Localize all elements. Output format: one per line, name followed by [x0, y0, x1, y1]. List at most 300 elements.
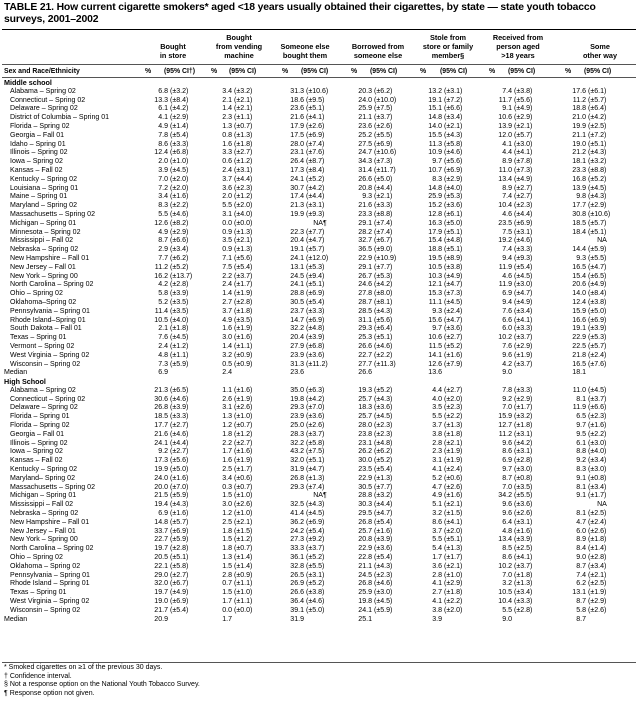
cell-percent: 3.4 [158, 193, 168, 201]
cell-ci: (±7.7) [374, 483, 393, 491]
table-row [0, 149, 640, 158]
cell-percent: 8.7 [502, 474, 512, 482]
unit-pct: % [282, 68, 289, 75]
cell-percent: 22.8 [358, 554, 372, 562]
cell-percent: 32.8 [290, 562, 304, 570]
table-row [0, 299, 640, 308]
cell-percent: 9.4 [502, 298, 512, 306]
cell-ci: (±5.0) [306, 606, 325, 614]
cell-percent: 5.8 [158, 290, 168, 298]
cell-percent: 9.1 [576, 492, 586, 500]
cell-percent: 8.9 [576, 536, 586, 544]
cell-ci: (±5.0) [170, 466, 189, 474]
footnote: † Confidence interval. [4, 672, 72, 680]
cell-ci: (±6.1) [588, 87, 607, 95]
cell-percent: 10.5 [154, 316, 168, 324]
cell-percent: 14.8 [154, 518, 168, 526]
cell-percent: 32.2 [290, 439, 304, 447]
cell-percent: 19.7 [154, 589, 168, 597]
cell-ci: (±3.7) [234, 272, 253, 280]
cell-percent: NA¶ [313, 219, 327, 227]
table-row [0, 97, 640, 106]
cell-percent: 9.0 [576, 554, 586, 562]
cell-percent: 3.7 [222, 175, 232, 183]
table-row [0, 413, 640, 422]
table-body [0, 79, 640, 624]
cell-ci: (±8.1) [374, 298, 393, 306]
cell-percent: 2.7 [432, 589, 442, 597]
cell-percent: 30.5 [290, 298, 304, 306]
cell-ci: (±2.9) [170, 228, 189, 236]
cell-percent: 22.5 [572, 342, 586, 350]
cell-ci: (±4.2) [588, 114, 607, 122]
cell-ci: (±5.0) [444, 219, 463, 227]
cell-percent: 13.4 [498, 536, 512, 544]
cell-percent: 2.3 [432, 448, 442, 456]
row-label: Louisiana – Spring 01 [10, 184, 79, 192]
cell-ci: (±4.1) [444, 518, 463, 526]
cell-percent: 29.3 [290, 404, 304, 412]
unit-pct: % [145, 68, 152, 75]
cell-ci: (±0.9) [234, 351, 253, 359]
cell-percent: 26.6 [290, 589, 304, 597]
cell-ci: (±3.0) [514, 281, 533, 289]
table-row [0, 457, 640, 466]
cell-percent: 24.2 [290, 527, 304, 535]
table-row [0, 475, 640, 484]
cell-percent: 22.7 [358, 351, 372, 359]
cell-percent: 28.5 [358, 307, 372, 315]
cell-ci: (±4.2) [306, 184, 325, 192]
cell-percent: 0.5 [222, 360, 232, 368]
cell-ci: (±3.6) [444, 202, 463, 210]
cell-ci: (±1.9) [234, 395, 253, 403]
cell-percent: 26.4 [290, 158, 304, 166]
row-header: Sex and Race/Ethnicity [4, 68, 80, 75]
cell-ci: (±5.1) [306, 105, 325, 113]
cell-ci: (±9.3) [514, 254, 533, 262]
cell-percent: 4.9 [222, 316, 232, 324]
cell-percent: 4.1 [158, 114, 168, 122]
cell-ci: (±1.3) [234, 131, 253, 139]
cell-ci: (±9.3) [306, 210, 325, 218]
cell-percent: 20.4 [290, 334, 304, 342]
cell-ci: (±6.2) [374, 87, 393, 95]
cell-percent: 8.7 [576, 598, 586, 606]
cell-ci: (±1.4) [234, 562, 253, 570]
cell-ci: (±4.0) [444, 184, 463, 192]
cell-percent: 24.0 [154, 474, 168, 482]
cell-percent: 6.6 [502, 316, 512, 324]
cell-percent: 9.3 [432, 307, 442, 315]
cell-ci: (±3.9) [514, 536, 533, 544]
cell-percent: 16.8 [572, 175, 586, 183]
table-row [0, 88, 640, 97]
cell-ci: (±3.0) [374, 589, 393, 597]
table-row [0, 290, 640, 299]
cell-ci: (±4.1) [514, 554, 533, 562]
cell-ci: (±3.9) [588, 325, 607, 333]
cell-ci: (±3.6) [374, 545, 393, 553]
cell-percent: 24.7 [358, 149, 372, 157]
cell-ci: (±1.0) [234, 510, 253, 518]
cell-percent: 23.1 [358, 439, 372, 447]
cell-ci: (±4.7) [306, 466, 325, 474]
cell-ci: (±3.9) [170, 404, 189, 412]
table-row [0, 317, 640, 326]
unit-pct: % [420, 68, 427, 75]
cell-percent: 31.1 [358, 316, 372, 324]
cell-ci: (±3.6) [514, 501, 533, 509]
table-row [0, 105, 640, 114]
cell-ci: (±2.9) [444, 175, 463, 183]
cell-ci: (±2.5) [514, 545, 533, 553]
row-label: South Dakota – Fall 01 [10, 325, 82, 333]
cell-ci: (±8.0) [374, 290, 393, 298]
cell-ci: (±5.4) [374, 518, 393, 526]
cell-percent: 16.6 [572, 316, 586, 324]
cell-percent: 23.8 [358, 430, 372, 438]
cell-ci: (±3.4) [444, 114, 463, 122]
table-row [0, 589, 640, 598]
cell-ci: (±3.2) [170, 87, 189, 95]
row-label: Median [4, 615, 28, 623]
cell-ci: (±8.8) [588, 166, 607, 174]
cell-percent: 3.6 [432, 562, 442, 570]
cell-ci: (±0.9) [234, 360, 253, 368]
cell-percent: 2.1 [222, 96, 232, 104]
table-row [0, 492, 640, 501]
cell-percent: 7.6 [158, 334, 168, 342]
cell-ci: (±1.7) [444, 554, 463, 562]
cell-percent: 4.9 [158, 228, 168, 236]
cell-percent: 9.7 [432, 325, 442, 333]
cell-percent: 5.4 [432, 545, 442, 553]
cell-percent: 2.4 [222, 369, 232, 377]
cell-ci: (±5.5) [374, 131, 393, 139]
cell-percent: 6.9 [502, 290, 512, 298]
cell-percent: 17.3 [154, 457, 168, 465]
cell-percent: 11.2 [154, 263, 168, 271]
cell-percent: 30.7 [290, 184, 304, 192]
cell-ci: (±5.4) [374, 554, 393, 562]
cell-percent: 12.8 [428, 210, 442, 218]
cell-percent: 3.4 [222, 474, 232, 482]
cell-ci: (±1.8) [588, 536, 607, 544]
cell-percent: 15.2 [428, 202, 442, 210]
cell-ci: (±5.1) [306, 281, 325, 289]
cell-percent: 18.1 [572, 369, 586, 377]
cell-ci: (±10.0) [374, 96, 397, 104]
cell-percent: 9.1 [502, 105, 512, 113]
row-label: Delaware – Spring 02 [10, 105, 78, 113]
cell-ci: (±6.9) [306, 290, 325, 298]
cell-ci: (±5.2) [588, 175, 607, 183]
cell-percent: 9.2 [158, 448, 168, 456]
cell-percent: 19.0 [572, 140, 586, 148]
cell-ci: (±1.9) [234, 325, 253, 333]
cell-percent: 7.0 [502, 571, 512, 579]
cell-ci: (±4.6) [374, 580, 393, 588]
cell-percent: 2.7 [222, 298, 232, 306]
median-row [0, 369, 640, 378]
cell-ci: (±4.7) [514, 290, 533, 298]
cell-percent: 7.6 [502, 307, 512, 315]
cell-ci: (±4.5) [588, 386, 607, 394]
cell-ci: (±4.5) [374, 598, 393, 606]
cell-ci: (±8.2) [170, 219, 189, 227]
cell-ci: (±3.7) [374, 114, 393, 122]
cell-percent: 4.9 [158, 122, 168, 130]
cell-ci: (±7.4) [374, 228, 393, 236]
cell-ci: (±1.6) [374, 527, 393, 535]
cell-percent: 6.4 [502, 518, 512, 526]
cell-percent: 7.2 [158, 184, 168, 192]
cell-percent: 1.3 [222, 122, 232, 130]
cell-percent: 8.7 [576, 615, 586, 623]
cell-ci: (±4.3) [374, 562, 393, 570]
cell-percent: 13.1 [572, 589, 586, 597]
cell-ci: (±5.0) [588, 307, 607, 315]
cell-percent: 4.6 [502, 210, 512, 218]
cell-percent: 21.6 [358, 202, 372, 210]
cell-ci: (±1.4) [170, 122, 189, 130]
cell-percent: 28.8 [358, 492, 372, 500]
cell-percent: 16.2 [154, 272, 168, 280]
cell-ci: (±4.4) [374, 184, 393, 192]
cell-percent: 28.7 [358, 298, 372, 306]
cell-ci: (±9.4) [306, 272, 325, 280]
cell-percent: 3.9 [432, 615, 442, 623]
cell-ci: (±3.6) [444, 325, 463, 333]
cell-percent: 1.8 [222, 527, 232, 535]
row-label: Georgia – Fall 01 [10, 430, 65, 438]
cell-ci: (±3.2) [588, 158, 607, 166]
table-row [0, 114, 640, 123]
cell-percent: 1.5 [222, 536, 232, 544]
cell-ci: (±7.8) [514, 158, 533, 166]
cell-ci: (±3.7) [306, 545, 325, 553]
cell-percent: 0.0 [222, 606, 232, 614]
cell-percent: 11.9 [572, 404, 586, 412]
section-heading: Middle school [4, 78, 52, 87]
cell-percent: 15.1 [428, 105, 442, 113]
cell-ci: (±4.9) [514, 105, 533, 113]
table-row [0, 563, 640, 572]
row-label: West Virginia – Spring 02 [10, 351, 90, 359]
cell-percent: 23.3 [572, 166, 586, 174]
header-divider [2, 64, 636, 65]
cell-percent: 15.3 [428, 290, 442, 298]
cell-ci: (±2.7) [170, 571, 189, 579]
cell-percent: 13.6 [428, 369, 442, 377]
cell-ci: (±4.5) [588, 184, 607, 192]
cell-ci: (±1.0) [170, 158, 189, 166]
cell-ci: (±5.1) [588, 140, 607, 148]
cell-percent: 16.5 [572, 360, 586, 368]
cell-ci: (±6.3) [306, 386, 325, 394]
cell-percent: 6.9 [158, 510, 168, 518]
cell-ci: (±5.4) [514, 263, 533, 271]
cell-percent: 30.3 [358, 501, 372, 509]
cell-percent: 1.4 [222, 105, 232, 113]
cell-ci: (±1.3) [444, 422, 463, 430]
cell-ci: (±3.4) [514, 307, 533, 315]
cell-ci: (±1.1) [234, 342, 253, 350]
cell-percent: 10.2 [498, 334, 512, 342]
cell-percent: 13.9 [572, 184, 586, 192]
cell-ci: (±5.2) [444, 342, 463, 350]
cell-ci: (±5.6) [514, 96, 533, 104]
cell-percent: 19.9 [572, 122, 586, 130]
cell-ci: (±5.4) [170, 606, 189, 614]
cell-percent: 5.5 [432, 536, 442, 544]
cell-ci: (±5.3) [444, 193, 463, 201]
cell-percent: 24.5 [290, 272, 304, 280]
table-row [0, 510, 640, 519]
cell-percent: 13.9 [498, 122, 512, 130]
cell-percent: 14.8 [428, 114, 442, 122]
cell-percent: 20.6 [572, 281, 586, 289]
cell-percent: 4.2 [502, 360, 512, 368]
cell-ci: (±4.8) [444, 237, 463, 245]
cell-percent: 26.5 [290, 571, 304, 579]
table-row [0, 141, 640, 150]
cell-ci: (±3.8) [588, 298, 607, 306]
cell-percent: 7.4 [502, 193, 512, 201]
cell-percent: 2.3 [222, 114, 232, 122]
cell-ci: (±4.4) [306, 193, 325, 201]
cell-percent: 11.9 [498, 281, 512, 289]
cell-percent: 24.6 [358, 281, 372, 289]
unit-ci: (95% CI†) [164, 68, 196, 75]
cell-percent: 1.7 [222, 615, 232, 623]
cell-percent: 17.5 [290, 131, 304, 139]
table-row [0, 545, 640, 554]
cell-percent: 27.5 [358, 140, 372, 148]
section-heading: High School [4, 377, 46, 387]
cell-percent: 28.0 [290, 140, 304, 148]
row-label: Pennsylvania – Spring 01 [10, 307, 90, 315]
cell-percent: 18.3 [358, 404, 372, 412]
cell-percent: 3.8 [432, 430, 442, 438]
table-title: TABLE 21. How current cigarette smokers* aged <18 years usually obtained their cigarettes, by state — state youth tobacco surveys, 2001–2002 [4, 2, 596, 25]
table-row [0, 273, 640, 282]
table-row [0, 202, 640, 211]
table-row [0, 334, 640, 343]
cell-ci: (±2.6) [234, 501, 253, 509]
cell-percent: 10.5 [498, 589, 512, 597]
cell-ci: (±6.6) [170, 237, 189, 245]
cell-ci: (±10.6) [374, 149, 397, 157]
table-row [0, 431, 640, 440]
cell-percent: 25.2 [358, 131, 372, 139]
cell-ci: (±2.8) [234, 298, 253, 306]
cell-ci: (±2.9) [444, 580, 463, 588]
cell-ci: (±2.8) [514, 457, 533, 465]
cell-ci: (±8.7) [306, 158, 325, 166]
cell-percent: 7.0 [502, 404, 512, 412]
cell-percent: 3.2 [432, 510, 442, 518]
cell-ci: (±4.7) [374, 510, 393, 518]
cell-ci: (±2.1) [588, 571, 607, 579]
cell-percent: 30.0 [358, 457, 372, 465]
cell-percent: 6.8 [158, 87, 168, 95]
cell-ci: (±7.3) [444, 290, 463, 298]
cell-percent: 4.1 [502, 140, 512, 148]
cell-percent: 19.1 [290, 246, 304, 254]
cell-percent: 11.2 [498, 430, 512, 438]
row-label: Oklahoma–Spring 02 [10, 298, 77, 306]
cell-ci: (±3.3) [514, 598, 533, 606]
cell-percent: 9.6 [502, 351, 512, 359]
cell-ci: (±4.4) [170, 439, 189, 447]
table-row [0, 167, 640, 176]
cell-percent: 3.1 [222, 210, 232, 218]
cell-percent: 8.6 [432, 518, 442, 526]
cell-percent: 24.1 [358, 606, 372, 614]
cell-percent: 24.1 [154, 439, 168, 447]
cell-ci: (±7.3) [514, 166, 533, 174]
cell-ci: (±2.6) [306, 122, 325, 130]
cell-percent: 34.3 [358, 158, 372, 166]
cell-percent: 12.7 [498, 422, 512, 430]
cell-percent: 18.5 [572, 219, 586, 227]
cell-percent: 15.4 [428, 237, 442, 245]
unit-ci: (95% CI) [301, 68, 329, 75]
table-row [0, 528, 640, 537]
row-label: Iowa – Spring 02 [10, 158, 63, 166]
row-label: Mississippi – Fall 02 [10, 237, 74, 245]
cell-ci: (±4.4) [374, 501, 393, 509]
row-label: Texas – Spring 01 [10, 334, 67, 342]
cell-ci: (±2.4) [588, 518, 607, 526]
unit-pct: % [211, 68, 218, 75]
row-label: Kentucky – Spring 02 [10, 466, 77, 474]
cell-percent: 10.5 [428, 263, 442, 271]
cell-percent: 0.9 [222, 228, 232, 236]
cell-percent: 3.7 [432, 422, 442, 430]
cell-ci: (±4.9) [170, 589, 189, 597]
cell-ci: (±3.3) [514, 386, 533, 394]
cell-percent: 19.4 [154, 501, 168, 509]
cell-ci: (±2.6) [306, 422, 325, 430]
cell-percent: 7.0 [158, 175, 168, 183]
cell-ci: (±6.7) [170, 580, 189, 588]
cell-percent: 8.7 [576, 562, 586, 570]
cell-ci: (±3.8) [514, 87, 533, 95]
cell-percent: 26.9 [290, 580, 304, 588]
cell-percent: 9.3 [362, 193, 372, 201]
cell-percent: 0.7 [222, 580, 232, 588]
cell-percent: 2.4 [222, 166, 232, 174]
cell-ci: (±4.6) [170, 210, 189, 218]
table-row [0, 220, 640, 229]
cell-ci: (±1.4) [234, 554, 253, 562]
cell-percent: 6.1 [576, 439, 586, 447]
cell-percent: 11.0 [572, 386, 586, 394]
cell-percent: 26.6 [358, 369, 372, 377]
cell-percent: 1.6 [222, 325, 232, 333]
cell-ci: (±1.2) [234, 430, 253, 438]
cell-ci: (±7.6) [306, 149, 325, 157]
cell-percent: 25.9 [428, 193, 442, 201]
cell-percent: 20.0 [154, 483, 168, 491]
cell-percent: 43.2 [290, 448, 304, 456]
cell-ci: (±7.4) [306, 483, 325, 491]
cell-percent: 31.9 [290, 615, 304, 623]
cell-percent: 1.7 [222, 448, 232, 456]
